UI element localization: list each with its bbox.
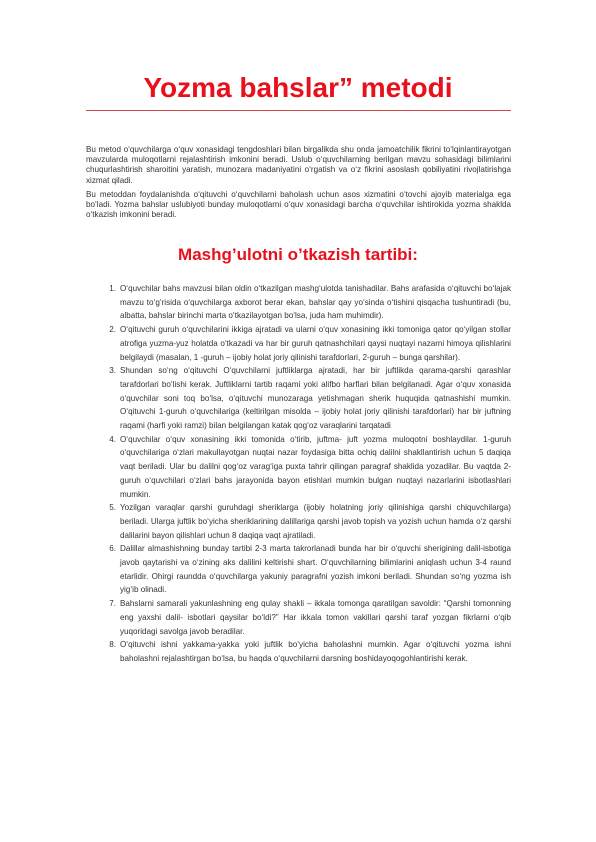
- title-underline: [86, 110, 511, 111]
- section-title: Mashg’ulotni o’tkazish tartibi:: [178, 245, 418, 264]
- list-item-number: 1.: [109, 284, 116, 293]
- list-item-text: Bahslarni samarali yakunlashning eng qulay shakli – ikkala tomonga qaratilgan savoldir: “Qarshi tomonning eng yaxshi dalil- isbotlari qaysilar bo‘ldi?” Har ikkala tomon vakillari qarshi taraf yozgan fikrlarni o‘qib yuqoridagi savolga javob beradilar.: [120, 599, 511, 636]
- list-item: [109, 433, 511, 502]
- list-item-text: O‘quvchilar o‘quv xonasining ikki tomonida o‘tirib, juftma- juft yozma muloqotni boshlaydilar. 1-guruh o‘quvchilariga o‘zlari makullayotgan nuqtai nazar foydasiga bitta ochiq dalilni shakllantirish uchun 5 daqiqa vaqt beriladi. Ular bu dalilni qog‘oz varag‘iga puxta tahrir qilingan paragraf shaklida yozadilar. Bu vaqtda 2-guruh o‘quvchilari o‘zlari bahs jarayonida bayon etishlari mumkin bulgan nuqtayi nazarlarini isbotlashlari mumkin.: [120, 434, 511, 499]
- list-item-text: Yozilgan varaqlar qarshi guruhdagi sheriklarga (ijobiy holatning joriy qilinishiga qarshi chiquvchilarga) beriladi. Ularga juftlik bo‘yicha sheriklarining dalillariga qarshi javob topish va yozish uchun hamda o‘z qarshi dalilarini bayon qilishlari uchun 8 daqiqa vaqt ajratiladi.: [120, 503, 511, 540]
- list-item-text: O‘qituvchi guruh o‘quvchilarini ikkiga ajratadi va ularni o‘quv xonasining ikki tomoniga qator qo‘yilgan stollar atrofiga yuzma-yuz holatda o‘tkazadi va har bir guruh qatnashchilari qaysi nuqtayi nazarni himoya qilishlarini belgilaydi (masalan, 1 -guruh – ijobiy holat joriy qilinishi tarafdorlari, 2-guruh – bunga qarshilar).: [120, 325, 511, 362]
- intro-paragraph: Bu metoddan foydalanishda o‘qituvchi o‘quvchilarni baholash uchun asos xizmatini o‘tovchi ajoyib materialga ega bo‘ladi. Yozma bahslar uslubiyoti bunday muloqotlarni o‘quv xonasidagi barcha o‘quvchilar ishtirokida yozma shaklda o‘tkazish imkonini beradi.: [86, 189, 511, 220]
- list-item-text: O‘qituvchi ishni yakkama-yakka yoki juftlik bo‘yicha baholashni mumkin. Agar o‘qituvchi yozma ishni baholashni rejalashtirgan bo‘lsa, bu haqda o‘quvchilarni darsning boshidayoqogohlantirishi kerak.: [120, 640, 511, 663]
- document-title: Yozma bahslar” metodi: [143, 72, 453, 103]
- list-item-number: 7.: [109, 599, 116, 609]
- list-item: [109, 282, 511, 323]
- list-item-number: 2.: [109, 325, 116, 335]
- list-item-text: O‘quvchilar bahs mavzusi bilan oldin o‘tkazilgan mashg‘ulotda tanishadilar. Bahs arafasida o‘qituvchi bo‘lajak mavzu to‘g‘risida o‘quvchilarga axborot berar ekan, bahslar qay yo‘sinda o‘tishini qisqacha tushuntiradi (bu, albatta, bahslar birinchi marta o‘tkazilayotgan bo‘lsa, juda ham muhimdir).: [120, 284, 511, 321]
- list-item-number: 4.: [109, 434, 116, 444]
- list-item-text: Shundan so‘ng o‘qituvchi O‘quvchilarni juftliklarga ajratadi, har bir juftlikda qarama-qarshi qarashlar tarafdorlari bo‘lishi kerak. Juftliklarni tartib raqami yoki alifbo harflari bilan belgilanadi. Agar o‘quv xonasida o‘quvchilar soni toq bo‘lsa, o‘qituvchi munozaraga yetishmagan sherik huquqida qatnashishi mumkin. O‘qituvchi 1-guruh o‘quvchilariga (keltirilgan misolda – ijobiy holat joriy qilinishi tarafdorlari) har bir juftning raqami (harfi yoki ramzi) bilan belgilangan katak qog‘oz varaqlarini tarqatadi: [120, 366, 511, 431]
- list-item: [109, 597, 511, 638]
- list-item-number: 6.: [109, 544, 116, 554]
- steps-list: [109, 282, 511, 666]
- list-item: [109, 323, 511, 364]
- list-item: [109, 501, 511, 542]
- intro-section: [86, 145, 511, 224]
- list-item: [109, 542, 511, 597]
- list-item-text: Dalillar almashishning bunday tartibi 2-3 marta takrorlanadi bunda har bir o‘quvchi sherigining dalil-isbotiga javob qaytarishi va o‘zining aks dalilini keltirishi shart. O‘quvchilarning bilimlarini aniqlash uchun 3-4 raund etarlidir. Ohirgi raundda o‘quvchilarga yakuniy paragrafni yozish imkoni beriladi. Shundan so‘ng yozma ish yig‘ib olinadi.: [120, 544, 511, 595]
- list-item-number: 5.: [109, 503, 116, 513]
- intro-paragraph: Bu metod o‘quvchilarga o‘quv xonasidagi tengdoshlari bilan birgalikda shu onda jamoatchilik fikrini to‘lqinlantirayotgan mavzularda muloqotlarni rejalashtirish imkonini beradi. Uslub o‘quvchilarning berilgan mavzu sohasidagi bilimlarini chuqurlashtirish sharoitini yaratish, munozara madaniyatini o‘rgatish va o‘z fikrini asoslash qobiliyatini rivojlatirishga xizmat qiladi.: [86, 145, 511, 185]
- list-item-number: 3.: [109, 366, 116, 376]
- list-item-number: 8.: [109, 640, 116, 650]
- list-item: [109, 364, 511, 433]
- list-item: [109, 638, 511, 665]
